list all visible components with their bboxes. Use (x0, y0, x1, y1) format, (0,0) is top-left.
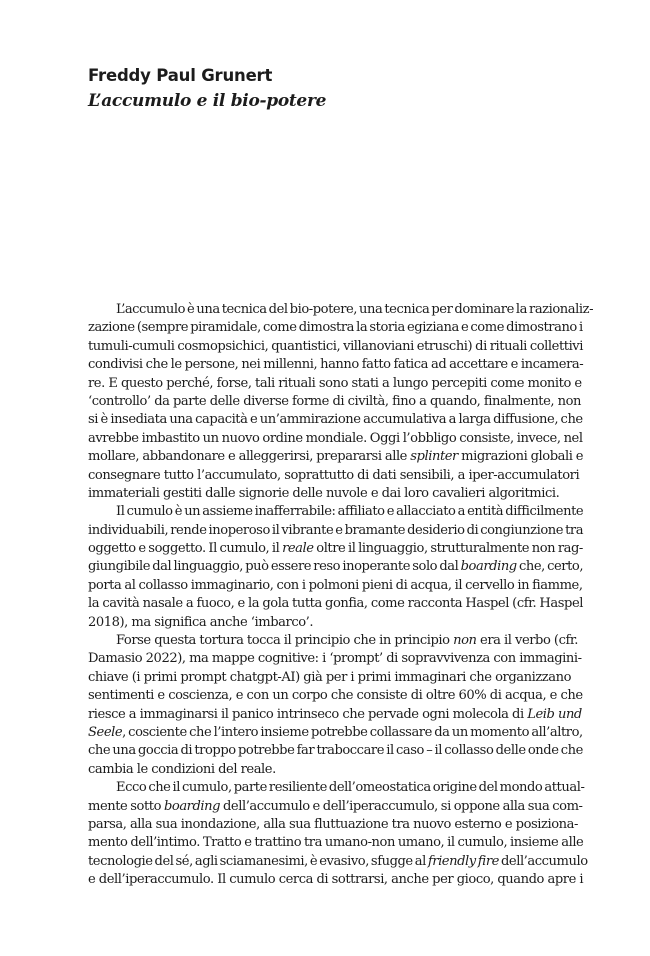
text-run: mollare, abbandonare e alleggerirsi, prepararsi alle (88, 449, 411, 465)
text-line (88, 577, 583, 595)
text-run: che, certo, (516, 559, 584, 575)
text-line (88, 503, 583, 521)
text-run: riesce a immaginarsi il panico intrinseco che pervade ogni molecola di (88, 706, 528, 722)
text-run: giungibile dal linguaggio, può essere reso inoperante solo dal (88, 559, 461, 575)
text-line (88, 411, 583, 429)
italic-phrase: Seele (88, 724, 123, 740)
text-run: dell’accumulo (498, 853, 588, 869)
text-run: Il cumulo è un assieme inafferrabile: affiliato e allacciato a entità difficilmente (116, 504, 584, 520)
text-line (88, 467, 583, 485)
text-run: condivisi che le persone, nei millenni, hanno fatto fatica ad accettare e incamera- (88, 357, 584, 373)
text-line (88, 319, 583, 337)
text-line (88, 834, 583, 852)
author-name: Freddy Paul Grunert (88, 66, 273, 85)
text-line (88, 393, 583, 411)
text-line (88, 558, 583, 576)
text-run: 2018), ma significa anche ‘imbarco’. (88, 614, 314, 630)
text-run: la cavità nasale a fuoco, e la gola tutta gonfia, come racconta Haspel (cfr. Haspel (88, 596, 583, 612)
text-line (88, 356, 583, 374)
text-line (88, 761, 583, 779)
text-line (88, 485, 583, 503)
text-run: L’accumulo è una tecnica del bio-potere, una tecnica per dominare la razionaliz- (116, 302, 594, 317)
italic-phrase: boarding (163, 798, 221, 814)
text-line (88, 375, 583, 393)
text-line (88, 706, 583, 724)
text-run: sentimenti e coscienza, e con un corpo che consiste di oltre 60% di acqua, e che (88, 688, 583, 704)
text-run: tumuli-cumuli cosmopsichici, quantistici, villanoviani etruschi) di rituali collettivi (88, 338, 583, 354)
italic-phrase: friendly fire (427, 853, 499, 869)
text-line (88, 430, 583, 448)
text-run: oggetto e soggetto. Il cumulo, il (88, 541, 283, 557)
text-line (88, 540, 583, 558)
text-line (88, 853, 588, 871)
text-run: era il verbo (cfr. (476, 633, 578, 649)
text-line (88, 448, 583, 466)
text-line (88, 798, 583, 816)
text-run: parsa, alla sua inondazione, alla sua fluttuazione tra nuovo esterno e posiziona- (88, 816, 578, 832)
text-run: cambia le condizioni del reale. (88, 761, 276, 777)
text-run: consegnare tutto l’accumulato, soprattutto di dati sensibili, a iper-accumulatori (88, 467, 580, 483)
italic-phrase: reale (282, 541, 314, 557)
text-run: Damasio 2022), ma mappe cognitive: i ‘prompt’ di sopravvivenza con immagini- (88, 651, 582, 667)
text-line (88, 742, 583, 760)
italic-phrase: Leib und (527, 706, 582, 722)
body-text (88, 301, 594, 890)
text-run: mento dell’intimo. Tratto e trattino tra umano-non umano, il cumulo, insieme alle (88, 835, 584, 851)
text-run: dell’accumulo e dell’iperaccumulo, si oppone alla sua com- (220, 798, 583, 814)
text-line (88, 522, 583, 540)
text-line (88, 650, 583, 668)
paragraph (88, 301, 594, 503)
text-line (88, 816, 583, 834)
text-line (88, 687, 583, 705)
text-run: tecnologie del sé, agli sciamanesimi, è evasivo, sfugge al (88, 853, 428, 869)
text-line (88, 724, 583, 742)
text-run: zazione (sempre piramidale, come dimostra la storia egiziana e come dimostrano i (88, 320, 583, 336)
text-run: oltre il linguaggio, strutturalmente non rag- (313, 541, 583, 557)
text-run: immateriali gestiti dalle signorie delle nuvole e dai loro cavalieri algoritmici. (88, 485, 560, 501)
text-line (88, 595, 583, 613)
italic-phrase: boarding (460, 559, 517, 575)
text-run: migrazioni globali e (457, 449, 584, 465)
text-line (88, 301, 594, 319)
text-line (88, 632, 583, 650)
text-line (88, 669, 583, 687)
text-run: , cosciente che l’intero insieme potrebbe collassare da un momento all’altro, (122, 724, 583, 740)
paragraph (88, 503, 583, 632)
text-run: Forse questa tortura tocca il principio che in principio (116, 633, 454, 649)
text-run: mente sotto (88, 798, 164, 814)
italic-phrase: splinter (410, 449, 458, 465)
text-line (88, 779, 583, 797)
paragraph (88, 779, 588, 889)
text-run: avrebbe imbastito un nuovo ordine mondiale. Oggi l’obbligo consiste, invece, nel (88, 430, 583, 446)
text-run: individuabili, rende inoperoso il vibrante e bramante desiderio di congiunzione tra (88, 522, 584, 538)
text-run: si è insediata una capacità e un’ammirazione accumulativa a larga diffusione, che (88, 412, 583, 428)
text-line (88, 338, 583, 356)
text-run: e dell’iperaccumulo. Il cumulo cerca di sottrarsi, anche per gioco, quando apre i (88, 872, 584, 888)
italic-phrase: non (453, 633, 477, 649)
chapter-title: L’accumulo e il bio-potere (88, 91, 327, 111)
text-line (88, 614, 583, 632)
text-line (88, 871, 583, 889)
text-run: Ecco che il cumulo, parte resiliente dell’omeostatica origine del mondo attual- (116, 780, 585, 796)
text-run: ‘controllo’ da parte delle diverse forme di civiltà, fino a quando, finalmente, non (88, 393, 582, 409)
paragraph (88, 632, 583, 779)
text-run: re. E questo perché, forse, tali rituali sono stati a lungo percepiti come monito e (88, 375, 582, 391)
text-run: porta al collasso immaginario, con i polmoni pieni di acqua, il cervello in fiamme, (88, 577, 583, 593)
text-run: chiave (i primi prompt chatgpt-AI) già per i primi immaginari che organizzano (88, 669, 572, 685)
text-run: che una goccia di troppo potrebbe far traboccare il caso – il collasso delle onde che (88, 743, 583, 759)
